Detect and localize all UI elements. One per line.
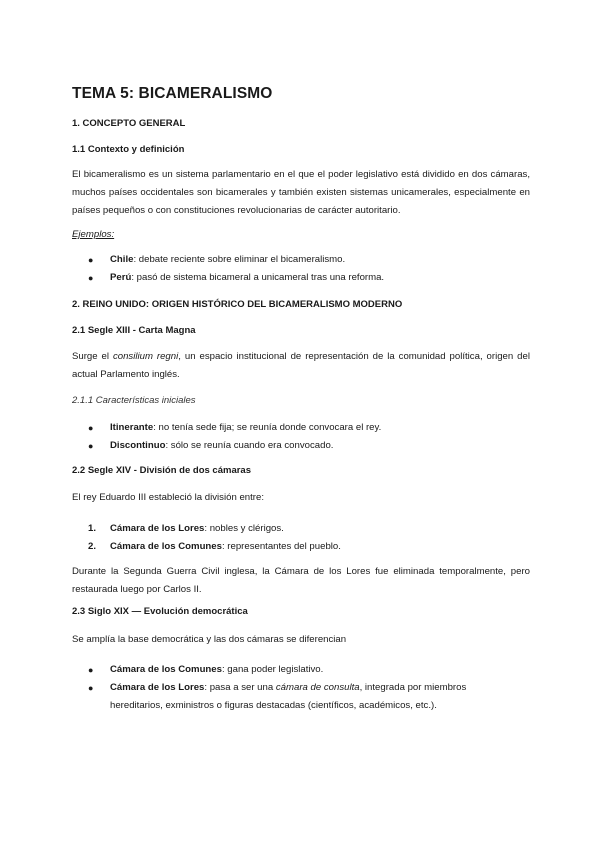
list-item-term: Cámara de los Comunes bbox=[110, 664, 222, 675]
section-1-1-paragraph: El bicameralismo es un sistema parlamentario en el que el poder legislativo está dividido en dos cámaras, muchos países occidentales son bicamerales y también existen sistemas unicamerales, especialmente en países pequeños o con constituciones revolucionarias de carácter autoritario. bbox=[72, 169, 530, 216]
list-item bbox=[72, 679, 512, 715]
list-item-italic-term: cámara de consulta bbox=[275, 682, 360, 693]
list-item-text: : nobles y clérigos. bbox=[204, 523, 284, 534]
section-2-2-closing-paragraph: Durante la Segunda Guerra Civil inglesa, la Cámara de los Lores fue eliminada temporalmente, pero restaurada luego por Carlos II. bbox=[72, 566, 530, 595]
bullet-icon: ● bbox=[88, 273, 94, 283]
section-2-1-paragraph bbox=[72, 348, 530, 384]
bullet-icon: ● bbox=[88, 255, 94, 265]
list-item-text: : no tenía sede fija; se reunía donde convocara el rey. bbox=[153, 422, 382, 433]
evolution-list bbox=[72, 661, 512, 715]
list-item-text: , integrada por miembros hereditarios, exministros o figuras destacadas (científicos, académicos, etc.). bbox=[110, 682, 467, 711]
section-2-2-paragraph: El rey Eduardo III estableció la división entre: bbox=[72, 492, 264, 503]
list-item-term: Discontinuo bbox=[110, 440, 166, 451]
document-title: TEMA 5: BICAMERALISMO bbox=[72, 85, 273, 102]
section-2-3-heading: 2.3 Siglo XIX — Evolución democrática bbox=[72, 606, 248, 617]
list-item bbox=[72, 538, 512, 556]
list-item-term: Cámara de los Lores bbox=[110, 523, 205, 534]
paragraph-text: , un espacio institucional de representación de la comunidad política, origen del actual Parlamento inglés. bbox=[72, 351, 530, 380]
examples-label: Ejemplos: bbox=[72, 229, 115, 240]
section-1-1-heading: 1.1 Contexto y definición bbox=[72, 144, 185, 155]
list-item-text: : representantes del pueblo. bbox=[221, 541, 341, 552]
list-item bbox=[72, 419, 512, 437]
list-item-text: : gana poder legislativo. bbox=[221, 664, 324, 675]
section-1-heading: 1. CONCEPTO GENERAL bbox=[72, 118, 186, 129]
section-2-3-paragraph: Se amplía la base democrática y las dos cámaras se diferencian bbox=[72, 634, 347, 645]
examples-list bbox=[72, 251, 512, 287]
list-item-term: Chile bbox=[110, 254, 134, 265]
list-item bbox=[72, 251, 512, 269]
paragraph-italic-term: consilium regni bbox=[112, 351, 179, 362]
features-list bbox=[72, 419, 512, 455]
list-item-term: Perú bbox=[110, 272, 132, 283]
list-item-text: : pasa a ser una bbox=[204, 682, 276, 693]
list-number: 2. bbox=[88, 541, 97, 552]
bullet-icon: ● bbox=[88, 665, 94, 675]
list-number: 1. bbox=[88, 523, 97, 534]
list-item-text: : debate reciente sobre eliminar el bicameralismo. bbox=[133, 254, 346, 265]
list-item bbox=[72, 520, 512, 538]
list-item-text: : pasó de sistema bicameral a unicameral tras una reforma. bbox=[131, 272, 385, 283]
bullet-icon: ● bbox=[88, 683, 94, 693]
section-2-1-1-heading: 2.1.1 Características iniciales bbox=[72, 395, 196, 406]
list-item-term: Cámara de los Comunes bbox=[110, 541, 222, 552]
list-item bbox=[72, 269, 512, 287]
paragraph-text: Surge el bbox=[72, 351, 113, 362]
section-2-2-heading: 2.2 Segle XIV - División de dos cámaras bbox=[72, 465, 251, 476]
list-item-term: Itinerante bbox=[110, 422, 154, 433]
list-item-text: : sólo se reunía cuando era convocado. bbox=[165, 440, 334, 451]
list-item-term: Cámara de los Lores bbox=[110, 682, 205, 693]
chambers-list bbox=[72, 520, 512, 556]
bullet-icon: ● bbox=[88, 423, 94, 433]
list-item bbox=[72, 437, 512, 455]
section-2-1-heading: 2.1 Segle XIII - Carta Magna bbox=[72, 325, 196, 336]
section-2-heading: 2. REINO UNIDO: ORIGEN HISTÓRICO DEL BICAMERALISMO MODERNO bbox=[72, 299, 403, 310]
bullet-icon: ● bbox=[88, 441, 94, 451]
list-item bbox=[72, 661, 512, 679]
